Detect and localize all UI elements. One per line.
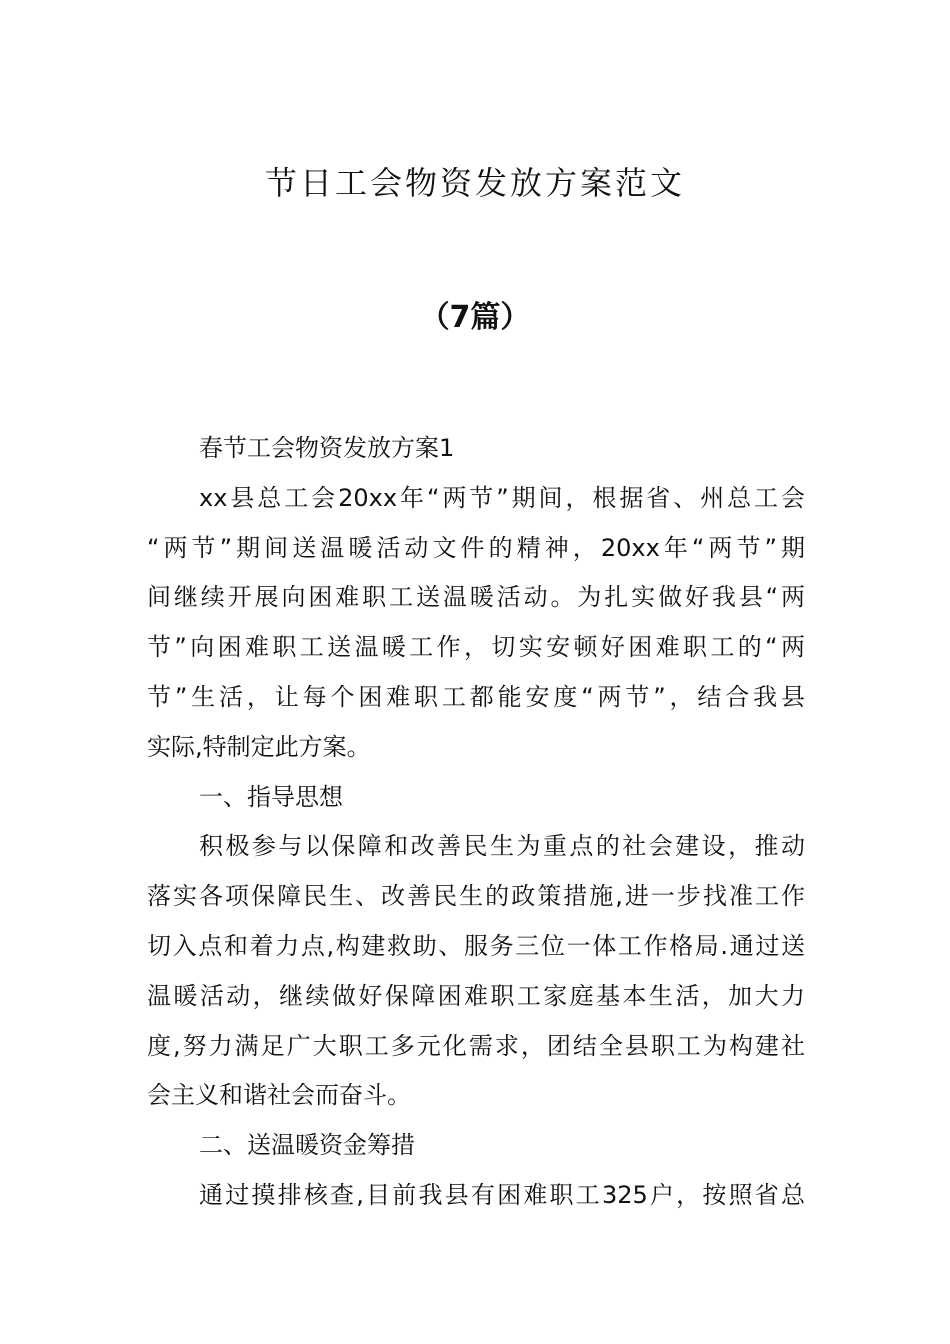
paragraph-line: 一、指导思想 xyxy=(199,782,343,811)
document-title: 节日工会物资发放方案范文 xyxy=(264,164,685,202)
paragraph xyxy=(147,1175,805,1225)
paragraph-line: “两节”期间送温暖活动文件的精神，20xx年“两节”期 xyxy=(147,533,805,562)
document-subtitle: （7篇） xyxy=(419,300,531,335)
document-body xyxy=(147,428,805,1225)
paragraph-line: 落实各项保障民生、改善民生的政策措施,进一步找准工作 xyxy=(147,882,805,911)
paragraph-line: 实际,特制定此方案。 xyxy=(147,732,371,761)
paragraph-line: xx县总工会20xx年“两节”期间，根据省、州总工会 xyxy=(199,483,805,512)
paragraph-line: 度,努力满足广大职工多元化需求，团结全县职工为构建社 xyxy=(147,1031,805,1060)
paragraph-line: 春节工会物资发放方案1 xyxy=(199,434,455,462)
paragraph-line: 温暖活动，继续做好保障困难职工家庭基本生活，加大力 xyxy=(147,981,805,1010)
paragraph xyxy=(147,777,805,827)
paragraph-line: 切入点和着力点,构建救助、服务三位一体工作格局.通过送 xyxy=(147,931,805,960)
paragraph xyxy=(147,1125,805,1175)
paragraph xyxy=(147,428,805,478)
paragraph-line: 节”向困难职工送温暖工作，切实安顿好困难职工的“两 xyxy=(147,633,805,662)
paragraph xyxy=(147,478,805,777)
paragraph-line: 二、送温暖资金筹措 xyxy=(199,1131,415,1160)
paragraph-line: 通过摸排核查,目前我县有困难职工325户，按照省总 xyxy=(199,1180,805,1209)
paragraph-line: 积极参与以保障和改善民生为重点的社会建设，推动 xyxy=(199,832,805,861)
paragraph-line: 间继续开展向困难职工送温暖活动。为扎实做好我县“两 xyxy=(147,583,805,612)
paragraph-line: 节”生活，让每个困难职工都能安度“两节”，结合我县 xyxy=(147,682,805,711)
paragraph-line: 会主义和谐社会而奋斗。 xyxy=(147,1081,411,1110)
paragraph xyxy=(147,826,805,1125)
